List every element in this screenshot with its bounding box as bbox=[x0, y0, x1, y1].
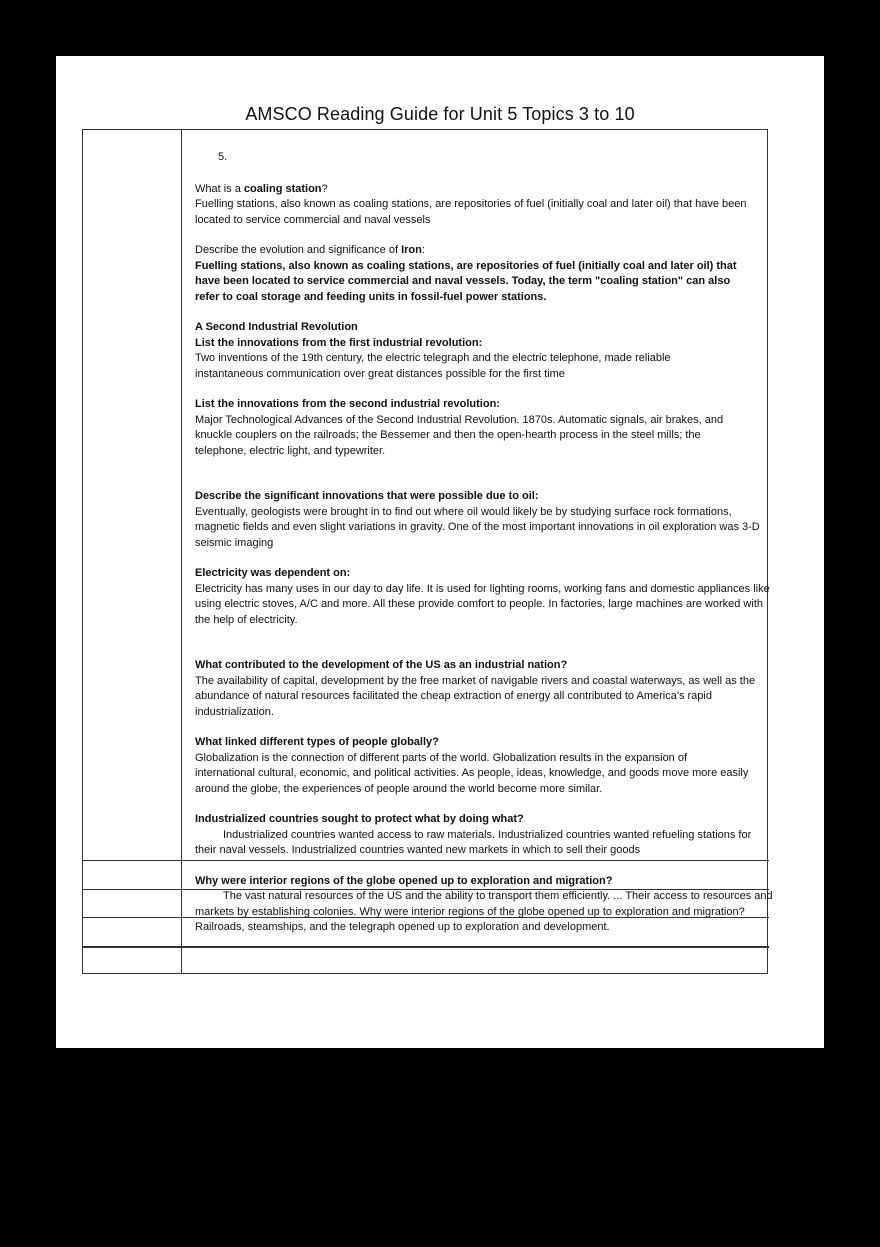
section-us-industrial-nation bbox=[195, 658, 775, 720]
answer: Fuelling stations, also known as coaling stations, are repositories of fuel (initially coal and later oil) that have been located to service commercial and naval vessels. Today, the term "coaling station" can also refer to coal storage and feeding units in fossil-fuel power stations. bbox=[195, 259, 737, 303]
question: Industrialized countries sought to protect what by doing what? bbox=[195, 813, 524, 825]
question: Electricity was dependent on: bbox=[195, 567, 351, 579]
section-first-industrial-revolution bbox=[195, 320, 775, 382]
question: What contributed to the development of the US as an industrial nation? bbox=[195, 659, 568, 671]
table-column-divider bbox=[181, 129, 182, 974]
answer: Globalization is the connection of different parts of the world. Globalization results in the expansion of international cultural, economic, and political activities. As people, ideas, knowledge, and goods move more easily around the globe, the experiences of people around the world become more similar. bbox=[195, 751, 749, 795]
question-text: : bbox=[421, 244, 425, 256]
answer: Two inventions of the 19th century, the electric telegraph and the electric telephone, made reliable instantaneous communication over great distances possible for the first time bbox=[195, 352, 671, 380]
answer: The vast natural resources of the US and the ability to transport them efficiently. ... Their access to resources and markets by establishing colonies. Why were interior regions of the globe opened up to exploration and migration? Railroads, steamships, and the telegraph opened up to exploration and development. bbox=[195, 890, 773, 933]
question: List the innovations from the second industrial revolution: bbox=[195, 398, 500, 410]
answer: The availability of capital, development by the free market of navigable rivers and coastal waterways, as well as the abundance of natural resources facilitated the cheap extraction of energy all contributed to America's rapid industrialization. bbox=[195, 674, 756, 718]
question bbox=[195, 182, 775, 198]
section-second-industrial-revolution bbox=[195, 397, 775, 459]
item-number: 5. bbox=[218, 151, 228, 163]
question: Describe the significant innovations that were possible due to oil: bbox=[195, 490, 539, 502]
section-oil bbox=[195, 489, 775, 551]
document-title: AMSCO Reading Guide for Unit 5 Topics 3 to 10 bbox=[245, 104, 635, 124]
section-heading: A Second Industrial Revolution bbox=[195, 321, 358, 333]
answer: Electricity has many uses in our day to day life. It is used for lighting rooms, working fans and domestic appliances like using electric stoves, A/C and more. All these provide comfort to people. In factories, large machines are worked with the help of electricity. bbox=[195, 582, 770, 626]
section-coaling-station bbox=[195, 182, 775, 229]
section-interior-regions bbox=[195, 874, 775, 936]
answer: Industrialized countries wanted access to raw materials. Industrialized countries wanted refueling stations for their naval vessels. Industrialized countries wanted new markets in which to sell their goods bbox=[195, 828, 752, 856]
question-keyword: Iron bbox=[401, 244, 422, 256]
answer: Fuelling stations, also known as coaling stations, are repositories of fuel (initially coal and later oil) that have been located to service commercial and naval vessels bbox=[195, 198, 747, 226]
question: List the innovations from the first industrial revolution: bbox=[195, 336, 483, 349]
question bbox=[195, 243, 775, 259]
section-globalization bbox=[195, 735, 775, 797]
question-text: What is a bbox=[195, 182, 244, 195]
question: Why were interior regions of the globe opened up to exploration and migration? bbox=[195, 874, 613, 887]
question-keyword: coaling station bbox=[243, 182, 322, 195]
answer: Eventually, geologists were brought in to find out where oil would likely be by studying surface rock formations, magnetic fields and even slight variations in gravity. One of the most important innovations in oil exploration was 3-D seismic imaging bbox=[195, 505, 760, 549]
question-text: ? bbox=[321, 182, 328, 195]
question-text: Describe the evolution and significance of bbox=[195, 244, 402, 256]
section-electricity bbox=[195, 566, 775, 628]
section-iron bbox=[195, 243, 775, 305]
answer: Major Technological Advances of the Second Industrial Revolution. 1870s. Automatic signals, air brakes, and knuckle couplers on the railroads; the Bessemer and then the open-hearth process in the steel mills; the telephone, electric light, and typewriter. bbox=[195, 413, 724, 457]
question: What linked different types of people globally? bbox=[195, 736, 439, 748]
section-industrialized-countries bbox=[195, 812, 775, 859]
answer-cell bbox=[195, 150, 775, 951]
